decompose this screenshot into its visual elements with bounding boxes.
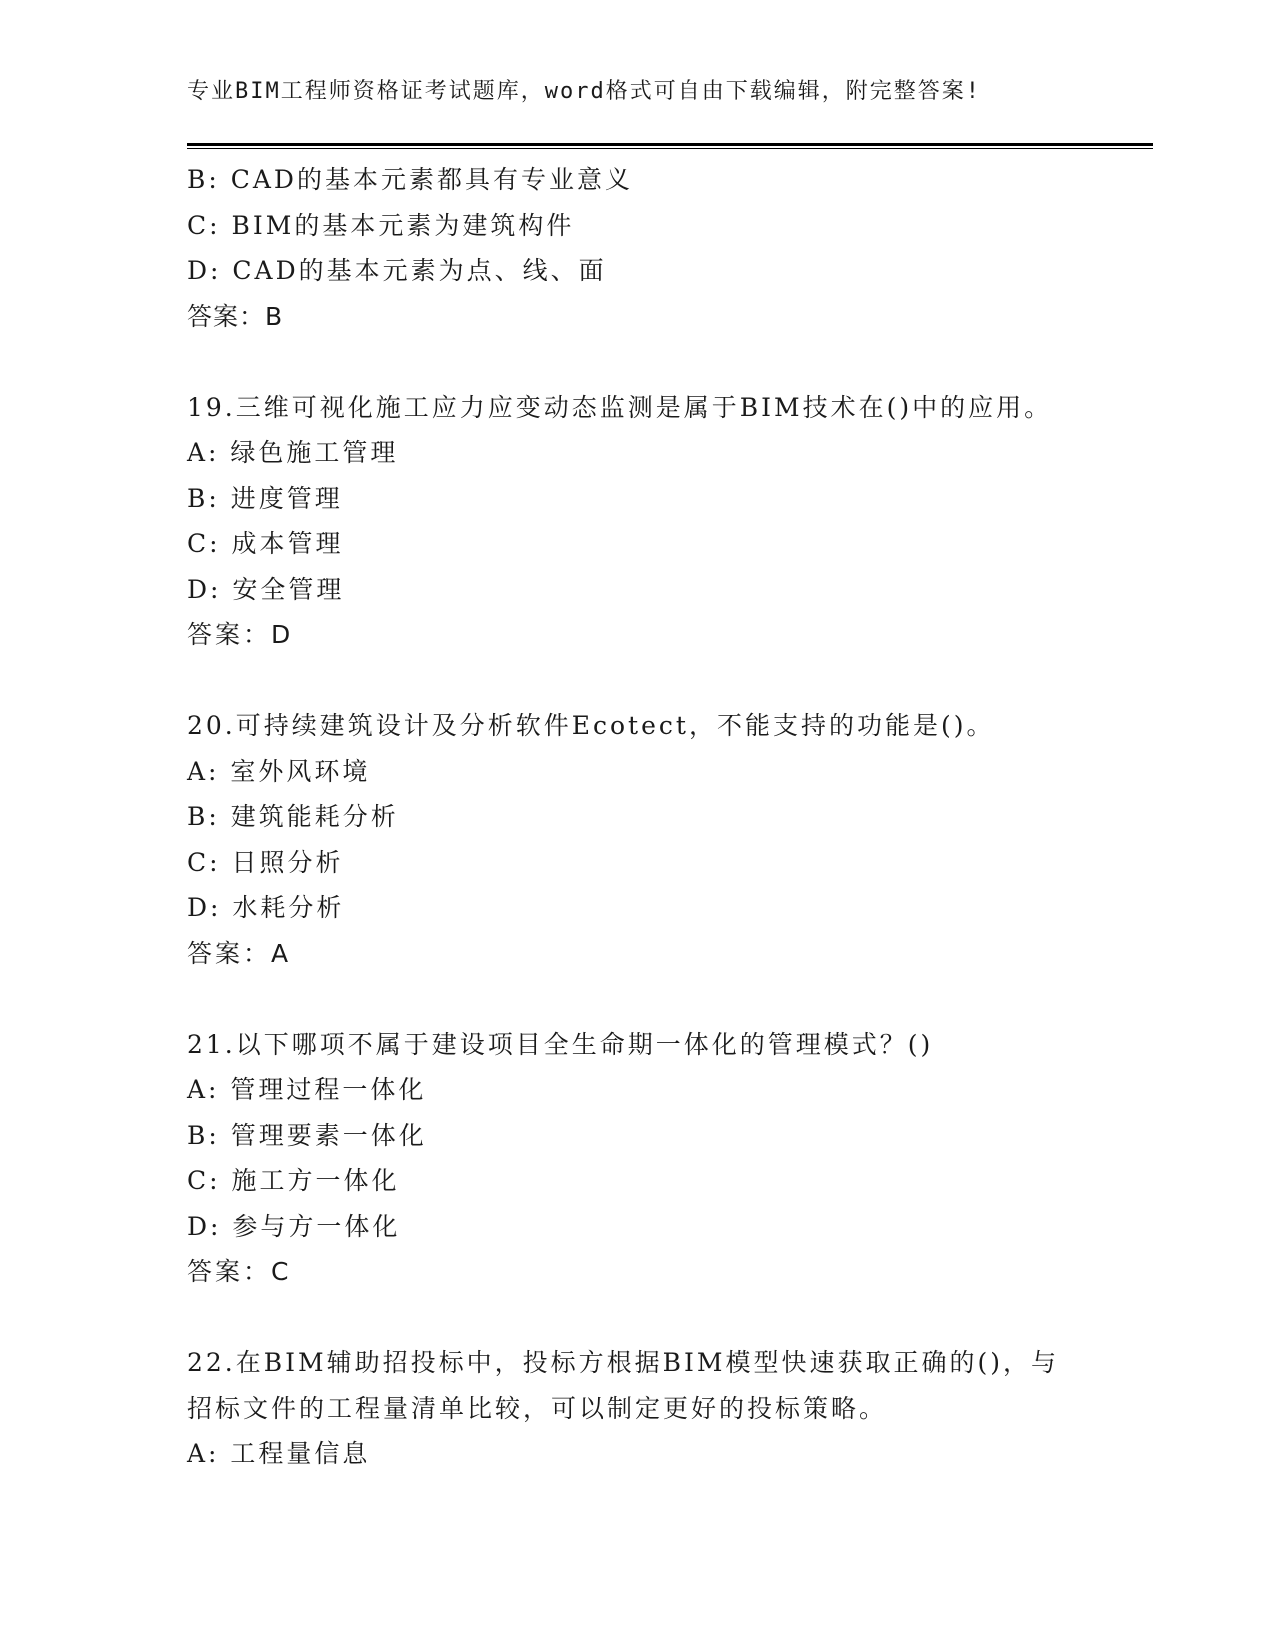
- question-stem: 19.三维可视化施工应力应变动态监测是属于BIM技术在()中的应用。: [187, 392, 1053, 422]
- header-divider: [187, 143, 1153, 149]
- option-d: D: CAD的基本元素为点、线、面: [187, 256, 607, 285]
- option-a: A: 室外风环境: [187, 756, 371, 786]
- question-22: [187, 1340, 1147, 1477]
- question-stem: 20.可持续建筑设计及分析软件Ecotect，不能支持的功能是()。: [187, 711, 995, 740]
- question-stem-line-1: 22.在BIM辅助招投标中，投标方根据BIM模型快速获取正确的()，与: [187, 1348, 1059, 1377]
- question-content: [187, 157, 1147, 1477]
- answer-label: 答案：C: [187, 1257, 292, 1286]
- option-a: A: 工程量信息: [187, 1439, 371, 1468]
- spacer: [187, 339, 1147, 385]
- option-d: D: 安全管理: [187, 574, 345, 604]
- question-18-continuation: [187, 157, 1147, 339]
- option-d: D: 水耗分析: [187, 893, 345, 922]
- page-header: 专业BIM工程师资格证考试题库，word格式可自由下载编辑，附完整答案!: [187, 79, 981, 104]
- option-a: A: 管理过程一体化: [187, 1075, 427, 1104]
- option-c: C: BIM的基本元素为建筑构件: [187, 210, 575, 240]
- spacer: [187, 658, 1147, 704]
- question-stem-line-2: 招标文件的工程量清单比较，可以制定更好的投标策略。: [187, 1393, 888, 1423]
- option-b: B: 管理要素一体化: [187, 1120, 427, 1150]
- spacer: [187, 976, 1147, 1022]
- spacer: [187, 1295, 1147, 1341]
- option-c: C: 日照分析: [187, 847, 344, 877]
- option-a: A: 绿色施工管理: [187, 438, 399, 467]
- answer-label: 答案：A: [187, 938, 292, 968]
- option-c: C: 施工方一体化: [187, 1166, 400, 1195]
- option-b: B: 进度管理: [187, 483, 343, 513]
- option-d: D: 参与方一体化: [187, 1211, 401, 1241]
- question-20: [187, 703, 1147, 976]
- answer-label: 答案：D: [187, 620, 294, 649]
- answer-label: 答案：B: [187, 301, 284, 331]
- question-21: [187, 1022, 1147, 1295]
- option-c: C: 成本管理: [187, 529, 344, 558]
- question-stem: 21.以下哪项不属于建设项目全生命期一体化的管理模式？(): [187, 1029, 934, 1059]
- option-b: B: CAD的基本元素都具有专业意义: [187, 165, 633, 194]
- option-b: B: 建筑能耗分析: [187, 802, 399, 831]
- question-19: [187, 385, 1147, 658]
